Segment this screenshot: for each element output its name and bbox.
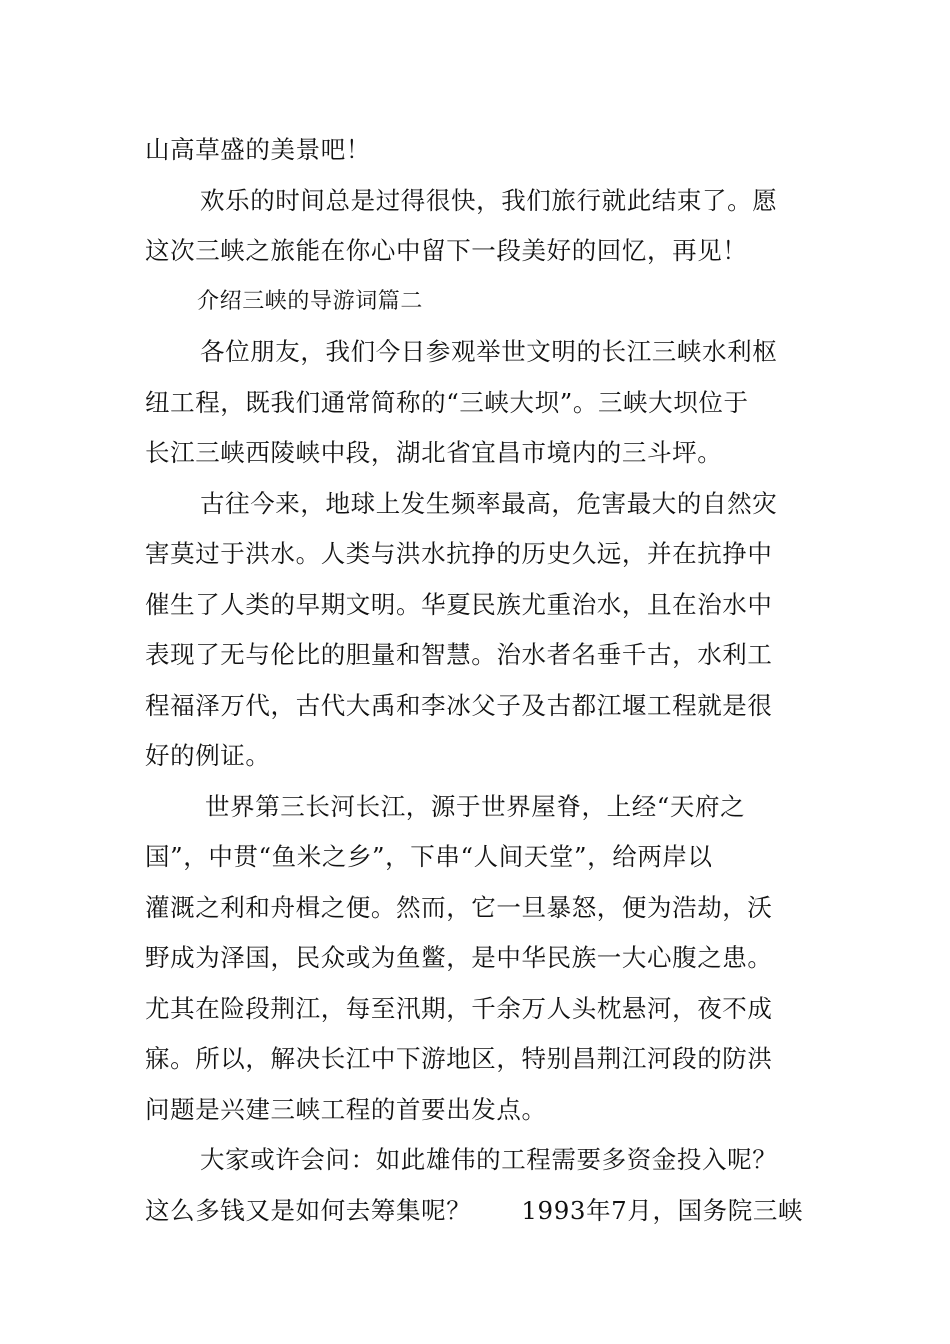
text-line: 国”，中贯“鱼米之乡”，下串“人间天堂”，给两岸以 [145, 842, 713, 871]
text-line: 古往今来，地球上发生频率最高，危害最大的自然灾 [200, 488, 778, 518]
paragraph-closing-scenery [145, 125, 810, 176]
text-line: 山高草盛的美景吧！ [145, 135, 371, 164]
text-line: 长江三峡西陵峡中段，湖北省宜昌市境内的三斗坪。 [145, 438, 723, 467]
paragraph-farewell [145, 176, 810, 277]
text-line: 这次三峡之旅能在你心中留下一段美好的回忆，再见！ [145, 236, 748, 265]
text-line: 好的例证。 [145, 741, 271, 770]
text-line: 程福泽万代，古代大禹和李冰父子及古都江堰工程就是很 [145, 690, 773, 720]
text-line: 各位朋友，我们今日参观举世文明的长江三峡水利枢 [200, 337, 778, 366]
section-heading [145, 277, 810, 328]
text-line [145, 1186, 810, 1237]
text-line: 欢乐的时间总是过得很快，我们旅行就此结束了。愿 [200, 185, 778, 215]
paragraph-yangtze [145, 782, 810, 1136]
text-line: 尤其在险段荆江，每至汛期，千余万人头枕悬河，夜不成 [145, 993, 773, 1023]
text-line: 寐。所以，解决长江中下游地区，特别昌荆江河段的防洪 [145, 1044, 773, 1073]
text-fragment: 1993年7月，国务院三峡 [521, 1195, 804, 1225]
text-line: 纽工程，既我们通常简称的“三峡大坝”。三峡大坝位于 [145, 387, 749, 417]
text-line: 野成为泽国，民众或为鱼鳖，是中华民族一大心腹之患。 [145, 943, 773, 972]
heading-text: 介绍三峡的导游词篇二 [197, 288, 424, 314]
text-line: 灌溉之利和舟楫之便。然而，它一旦暴怒，便为浩劫，沃 [145, 892, 773, 922]
paragraph-dam-intro [145, 327, 810, 479]
text-line: 世界第三长河长江，源于世界屋脊，上经“天府之 [205, 791, 746, 821]
text-line: 催生了人类的早期文明。华夏民族尤重治水，且在治水中 [145, 589, 773, 619]
text-line: 大家或许会问：如此雄伟的工程需要多资金投入呢？ [200, 1145, 778, 1174]
paragraph-flood-history [145, 479, 810, 782]
text-fragment: 这么多钱又是如何去筹集呢？ [145, 1195, 472, 1225]
text-line: 表现了无与伦比的胆量和智慧。治水者名垂千古，水利工 [145, 640, 773, 669]
document-body [145, 125, 810, 1236]
text-line: 害莫过于洪水。人类与洪水抗挣的历史久远，并在抗挣中 [145, 539, 773, 568]
text-line: 问题是兴建三峡工程的首要出发点。 [145, 1094, 547, 1124]
paragraph-funding [145, 1135, 810, 1236]
